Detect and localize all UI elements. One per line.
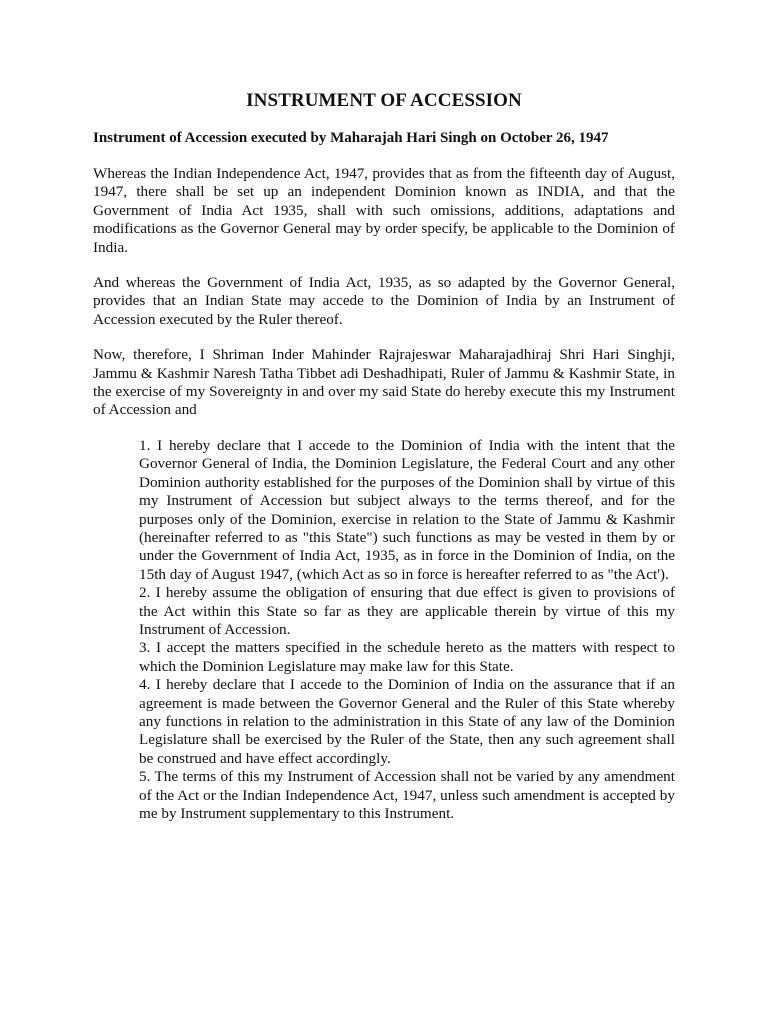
clause-5: 5. The terms of this my Instrument of Accession shall not be varied by any amendment of the Act or the Indian Independence Act, 1947, unless such amendment is accepted by me by Instrument supplementary to this Instrument. — [139, 768, 675, 822]
document-subtitle: Instrument of Accession executed by Maharajah Hari Singh on October 26, 1947 — [93, 130, 609, 146]
clause-1: 1. I hereby declare that I accede to the Dominion of India with the intent that the Governor General of India, the Dominion Legislature, the Federal Court and any other Dominion authority established for the purposes of the Dominion shall by virtue of this my Instrument of Accession but subject always to the terms thereof, and for the purposes only of the Dominion, exercise in relation to the State of Jammu & Kashmir (hereinafter referred to as "this State") such functions as may be vested in them by or under the Government of India Act, 1935, as in force in the Dominion of India, on the 15th day of August 1947, (which Act as so in force is hereafter referred to as "the Act'). — [139, 436, 675, 583]
paragraph-now-therefore: Now, therefore, I Shriman Inder Mahinder Rajrajeswar Maharajadhiraj Shri Hari Singhji, Jammu & Kashmir Naresh Tatha Tibbet adi Deshadhipati, Ruler of Jammu & Kashmir State, in the exercise of my Sovereignty in and over my said State do hereby execute this my Instrument of Accession and — [93, 346, 675, 419]
paragraph-whereas-independence-act: Whereas the Indian Independence Act, 1947, provides that as from the fifteenth day of August, 1947, there shall be set up an independent Dominion known as INDIA, and that the Government of India Act 1935, shall with such omissions, additions, adaptations and modifications as the Governor General may by order specify, be applicable to the Dominion of India. — [93, 165, 675, 256]
clause-3: 3. I accept the matters specified in the schedule hereto as the matters with respect to which the Dominion Legislature may make law for this State. — [139, 639, 675, 675]
document-title: INSTRUMENT OF ACCESSION — [246, 90, 522, 111]
clause-2: 2. I hereby assume the obligation of ensuring that due effect is given to provisions of the Act within this State so far as they are applicable therein by virtue of this my Instrument of Accession. — [139, 584, 675, 638]
paragraph-whereas-government-act: And whereas the Government of India Act, 1935, as so adapted by the Governor General, provides that an Indian State may accede to the Dominion of India by an Instrument of Accession executed by the Ruler thereof. — [93, 274, 675, 328]
clause-4: 4. I hereby declare that I accede to the Dominion of India on the assurance that if an agreement is made between the Governor General and the Ruler of this State whereby any functions in relation to the administration in this State of any law of the Dominion Legislature shall be exercised by the Ruler of the State, then any such agreement shall be construed and have effect accordingly. — [139, 676, 675, 767]
clauses-list — [139, 437, 675, 824]
document-page — [93, 88, 675, 823]
